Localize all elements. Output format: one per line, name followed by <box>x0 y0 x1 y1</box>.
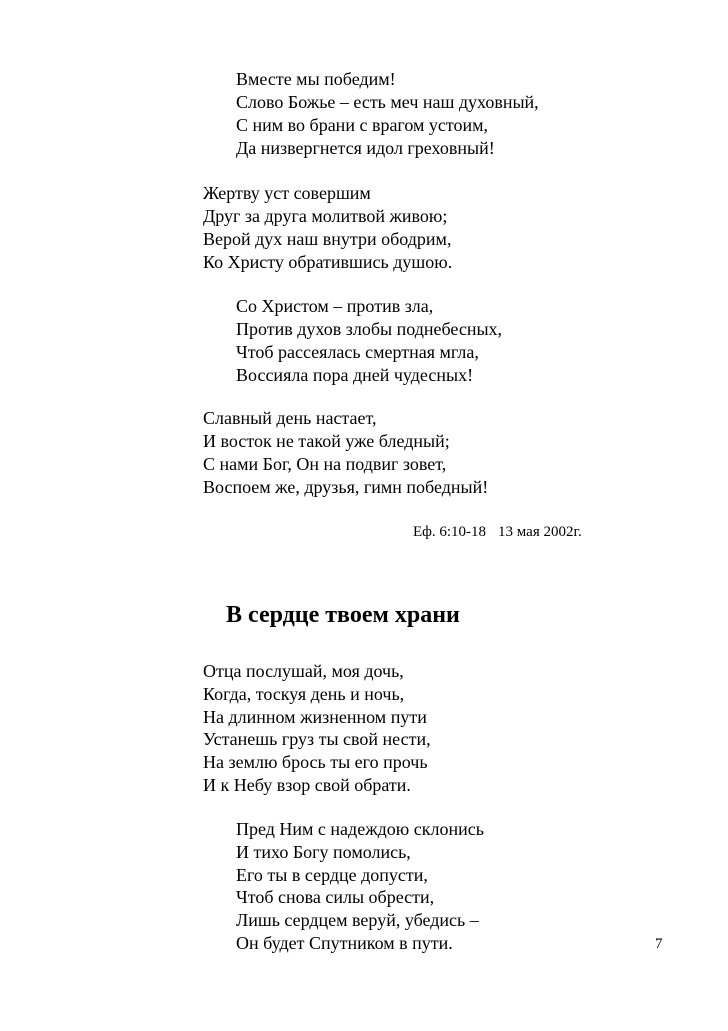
poem-line: С нами Бог, Он на подвиг зовет, <box>203 454 447 474</box>
poem-line: И тихо Богу помолись, <box>236 841 411 862</box>
poem2-stanza-2 <box>236 818 484 955</box>
poem1-reference <box>413 522 582 542</box>
poem-line: Пред Ним с надеждою склонись <box>236 819 484 839</box>
poem-date: 13 мая 2002г. <box>498 524 582 540</box>
poem-line: Чтоб рассеялась смертная мгла, <box>236 342 479 362</box>
poem-line: На длинном жизненном пути <box>203 706 427 727</box>
poem-line: Ко Христу обратившись душою. <box>203 252 453 272</box>
poem2-stanza-1 <box>203 660 431 797</box>
poem-line: Отца послушай, моя дочь, <box>203 661 404 681</box>
poem-line: Вместе мы победим! <box>236 69 396 89</box>
poem-line: И восток не такой уже бледный; <box>203 431 450 451</box>
poem1-stanza-2 <box>203 182 452 274</box>
poem-line: Чтоб снова силы обрести, <box>236 887 435 908</box>
poem-line: Воссияла пора дней чудесных! <box>236 365 474 385</box>
poem2-title: В сердце твоем храни <box>226 602 460 628</box>
poem1-stanza-4 <box>203 407 488 499</box>
page-number: 7 <box>655 936 663 952</box>
poem-line: Устанешь груз ты свой нести, <box>203 729 431 750</box>
poem-line: Воспоем же, друзья, гимн победный! <box>203 477 489 497</box>
poem-line: Славный день настает, <box>203 408 377 428</box>
poem-line: Он будет Спутником в пути. <box>236 932 453 953</box>
poem-line: На землю брось ты его прочь <box>203 752 428 773</box>
poem-line: Когда, тоскуя день и ночь, <box>203 683 405 704</box>
poem-line: И к Небу взор свой обрати. <box>203 774 411 795</box>
poem-line: Против духов злобы поднебесных, <box>236 319 503 339</box>
poem-line: Да низвергнется идол греховный! <box>236 138 495 158</box>
scripture-reference: Еф. 6:10-18 <box>413 524 487 540</box>
poem-line: Друг за друга молитвой живою; <box>203 206 448 226</box>
poem1-stanza-3 <box>236 295 502 387</box>
poem-line: С ним во брани с врагом устоим, <box>236 115 489 135</box>
poem-line: Жертву уст совершим <box>203 183 371 203</box>
poem-line: Его ты в сердце допусти, <box>236 864 428 885</box>
poem-line: Верой дух наш внутри ободрим, <box>203 229 452 249</box>
poem-line: Со Христом – против зла, <box>236 296 434 316</box>
poem-line: Лишь сердцем веруй, убедись – <box>236 910 479 931</box>
poem-line: Слово Божье – есть меч наш духовный, <box>236 92 539 112</box>
poem1-stanza-1 <box>236 68 539 160</box>
